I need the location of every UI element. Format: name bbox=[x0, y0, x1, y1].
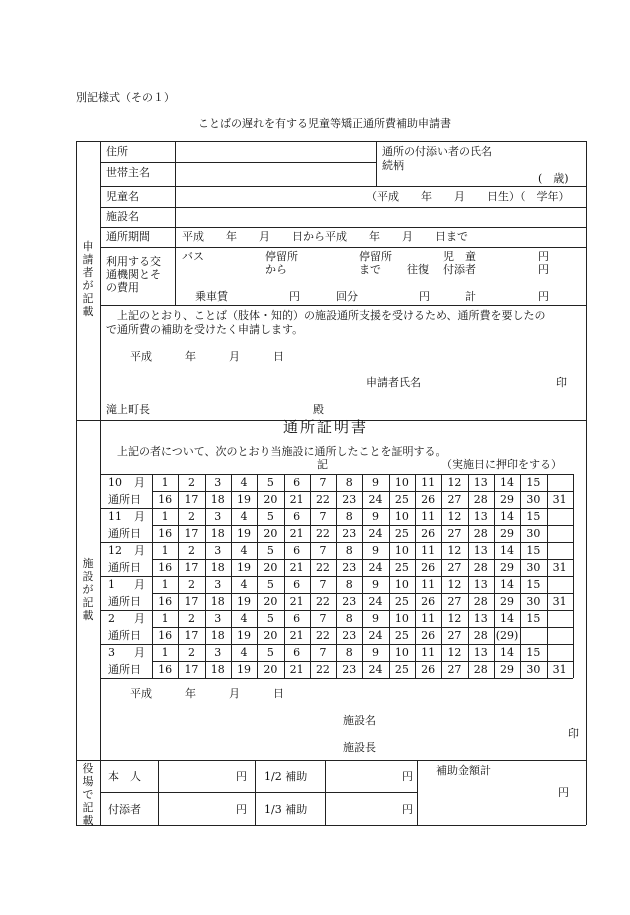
day-cell: 26 bbox=[421, 561, 436, 574]
day-cell: 24 bbox=[368, 561, 383, 574]
day-cell: 10 bbox=[394, 510, 409, 523]
day-cell: 10 bbox=[394, 646, 409, 659]
day-cell: 1 bbox=[161, 510, 169, 523]
day-cell: 28 bbox=[473, 561, 488, 574]
month-unit: 月 bbox=[134, 646, 145, 659]
day-cell: 5 bbox=[266, 646, 274, 659]
day-cell: 5 bbox=[266, 612, 274, 625]
day-cell: 18 bbox=[210, 561, 225, 574]
day-cell: 30 bbox=[526, 561, 541, 574]
day-cell: 29 bbox=[500, 663, 515, 676]
day-cell: 1 bbox=[161, 612, 169, 625]
applicant-seal: 印 bbox=[556, 376, 567, 389]
application-date: 平成 年 月 日 bbox=[130, 350, 284, 363]
day-cell: 26 bbox=[421, 493, 436, 506]
form-label: 別記様式（その１） bbox=[76, 91, 175, 104]
grid-line bbox=[468, 474, 469, 678]
period-label: 通所期間 bbox=[106, 230, 150, 243]
side-divider bbox=[100, 141, 101, 825]
day-cell: 7 bbox=[319, 510, 327, 523]
attendance-day-label: 通所日 bbox=[108, 527, 141, 540]
applicant-side-label: 申請者が記載 bbox=[82, 240, 94, 318]
day-cell: 21 bbox=[289, 527, 304, 540]
day-cell: 24 bbox=[368, 493, 383, 506]
day-cell: 16 bbox=[158, 595, 173, 608]
day-cell: 14 bbox=[500, 544, 515, 557]
day-cell: 28 bbox=[473, 629, 488, 642]
day-cell: 25 bbox=[394, 595, 409, 608]
day-cell: 22 bbox=[315, 629, 330, 642]
day-cell: 9 bbox=[372, 544, 380, 557]
day-cell: 27 bbox=[447, 663, 462, 676]
yen-unit: 円 bbox=[538, 250, 549, 263]
day-cell: 26 bbox=[421, 527, 436, 540]
fare-label: 乗車賃 bbox=[195, 290, 228, 303]
day-cell: 21 bbox=[289, 663, 304, 676]
certificate-text: 上記の者について、次のとおり当施設に通所したことを証明する。 bbox=[117, 445, 447, 458]
day-cell: 6 bbox=[293, 510, 301, 523]
grid-line bbox=[100, 678, 573, 679]
day-cell: 3 bbox=[214, 544, 222, 557]
month-unit: 月 bbox=[134, 476, 145, 489]
day-cell: 11 bbox=[421, 544, 436, 557]
day-cell: 8 bbox=[345, 612, 353, 625]
day-cell: 15 bbox=[526, 476, 541, 489]
day-cell: 19 bbox=[237, 595, 252, 608]
day-cell: 30 bbox=[526, 663, 541, 676]
month-unit: 月 bbox=[134, 510, 145, 523]
birth-date-label: （平成 年 月 日生）（ 学年） bbox=[366, 190, 570, 203]
ki-label: 記 bbox=[317, 458, 328, 471]
month-label: 2 bbox=[108, 612, 115, 625]
yen-unit: 円 bbox=[419, 290, 430, 303]
day-cell: 7 bbox=[319, 578, 327, 591]
yen-unit: 円 bbox=[236, 803, 247, 816]
grid-line bbox=[441, 474, 442, 678]
day-cell: 27 bbox=[447, 527, 462, 540]
child-fare-label: 児 童 bbox=[443, 250, 476, 263]
day-cell: 8 bbox=[345, 510, 353, 523]
day-cell: 26 bbox=[421, 629, 436, 642]
day-cell: 19 bbox=[237, 561, 252, 574]
day-cell: 11 bbox=[421, 510, 436, 523]
yen-unit: 円 bbox=[538, 290, 549, 303]
total-label: 計 bbox=[465, 290, 476, 303]
day-cell: 10 bbox=[394, 476, 409, 489]
grid-line bbox=[152, 474, 153, 678]
day-cell: 5 bbox=[266, 476, 274, 489]
period-text: 平成 年 月 日から平成 年 月 日まで bbox=[182, 230, 468, 243]
day-cell: 11 bbox=[421, 646, 436, 659]
attendance-day-label: 通所日 bbox=[108, 595, 141, 608]
month-label: 11 bbox=[108, 510, 122, 523]
day-cell: 12 bbox=[447, 544, 462, 557]
yen-unit: 円 bbox=[538, 263, 549, 276]
day-cell: 9 bbox=[372, 646, 380, 659]
grid-line bbox=[362, 474, 363, 678]
day-cell: 26 bbox=[421, 595, 436, 608]
grid-line bbox=[310, 474, 311, 678]
household-head-label: 世帯主名 bbox=[106, 166, 150, 179]
day-cell: 4 bbox=[240, 544, 248, 557]
transport-label-2: 通機関とそ bbox=[106, 268, 161, 281]
frame-bottom bbox=[76, 825, 586, 826]
transport-label-3: の費用 bbox=[106, 281, 139, 294]
day-cell: 28 bbox=[473, 595, 488, 608]
day-cell: 16 bbox=[158, 629, 173, 642]
day-cell: 31 bbox=[552, 561, 567, 574]
day-cell: 31 bbox=[552, 493, 567, 506]
relation-label: 続柄 bbox=[382, 159, 404, 172]
age-label: ( 歳) bbox=[538, 172, 569, 185]
day-cell: 16 bbox=[158, 493, 173, 506]
day-cell: 3 bbox=[214, 578, 222, 591]
day-cell: 24 bbox=[368, 663, 383, 676]
col-line bbox=[255, 760, 256, 825]
day-cell: 1 bbox=[161, 578, 169, 591]
day-cell: 17 bbox=[184, 663, 199, 676]
day-cell: 21 bbox=[289, 629, 304, 642]
day-cell: 15 bbox=[526, 646, 541, 659]
day-cell: 17 bbox=[184, 595, 199, 608]
day-cell: 27 bbox=[447, 561, 462, 574]
day-cell: 30 bbox=[526, 527, 541, 540]
month-unit: 月 bbox=[134, 612, 145, 625]
honorific: 殿 bbox=[313, 403, 324, 416]
day-cell: 7 bbox=[319, 476, 327, 489]
day-cell: 21 bbox=[289, 561, 304, 574]
day-cell: 3 bbox=[214, 510, 222, 523]
frame-top bbox=[76, 141, 586, 142]
day-cell: 19 bbox=[237, 663, 252, 676]
grid-line bbox=[178, 474, 179, 678]
day-cell: 8 bbox=[345, 544, 353, 557]
day-cell: 20 bbox=[263, 629, 278, 642]
day-cell: 29 bbox=[500, 527, 515, 540]
day-cell: 28 bbox=[473, 663, 488, 676]
day-cell: 30 bbox=[526, 493, 541, 506]
yen-unit: 円 bbox=[558, 786, 569, 799]
day-cell: 12 bbox=[447, 646, 462, 659]
grid-line bbox=[205, 474, 206, 678]
day-cell: 14 bbox=[500, 510, 515, 523]
month-label: 10 bbox=[108, 476, 122, 489]
day-cell: 18 bbox=[210, 629, 225, 642]
day-cell: 4 bbox=[240, 476, 248, 489]
round-trip-label: 往復 bbox=[407, 263, 429, 276]
day-cell: 27 bbox=[447, 493, 462, 506]
day-cell: 14 bbox=[500, 578, 515, 591]
stop-to-1: 停留所 bbox=[359, 250, 392, 263]
day-cell: 17 bbox=[184, 493, 199, 506]
day-cell: 28 bbox=[473, 527, 488, 540]
yen-unit: 円 bbox=[402, 803, 413, 816]
day-cell: 8 bbox=[345, 476, 353, 489]
addressee: 滝上町長 bbox=[106, 403, 150, 416]
day-cell: 15 bbox=[526, 510, 541, 523]
companion-col-divider bbox=[376, 141, 377, 186]
day-cell: 2 bbox=[187, 578, 195, 591]
day-cell: 19 bbox=[237, 629, 252, 642]
transport-label-1: 利用する交 bbox=[106, 255, 161, 268]
statement-line-1: 上記のとおり、ことば（肢体・知的）の施設通所支援を受けるため、通所費を要したの bbox=[117, 309, 546, 322]
row-line bbox=[100, 162, 376, 163]
day-cell: 21 bbox=[289, 595, 304, 608]
day-cell: 31 bbox=[552, 595, 567, 608]
day-cell: 20 bbox=[263, 527, 278, 540]
day-cell: 14 bbox=[500, 476, 515, 489]
day-cell: 11 bbox=[421, 476, 436, 489]
day-cell: (29) bbox=[495, 629, 519, 642]
day-cell: 23 bbox=[342, 561, 357, 574]
stop-to-2: まで bbox=[359, 263, 381, 276]
day-cell: 16 bbox=[158, 561, 173, 574]
day-cell: 20 bbox=[263, 493, 278, 506]
day-cell: 3 bbox=[214, 646, 222, 659]
day-cell: 10 bbox=[394, 612, 409, 625]
count-label: 回分 bbox=[336, 290, 358, 303]
day-cell: 4 bbox=[240, 510, 248, 523]
yen-unit: 円 bbox=[289, 290, 300, 303]
month-label: 1 bbox=[108, 578, 115, 591]
day-cell: 12 bbox=[447, 510, 462, 523]
day-cell: 6 bbox=[293, 612, 301, 625]
row-line bbox=[100, 792, 417, 793]
frame-right bbox=[586, 141, 587, 825]
day-cell: 23 bbox=[342, 493, 357, 506]
grid-line bbox=[336, 474, 337, 678]
row-line bbox=[100, 305, 586, 306]
day-cell: 29 bbox=[500, 595, 515, 608]
third-subsidy-label: 1/3 補助 bbox=[264, 803, 308, 816]
day-cell: 8 bbox=[345, 646, 353, 659]
child-name-label: 児童名 bbox=[106, 190, 139, 203]
stamp-note: （実施日に押印をする） bbox=[441, 458, 562, 471]
day-cell: 22 bbox=[315, 595, 330, 608]
day-cell: 10 bbox=[394, 544, 409, 557]
row-line bbox=[100, 207, 586, 208]
day-cell: 11 bbox=[421, 578, 436, 591]
frame-left bbox=[76, 141, 77, 825]
day-cell: 23 bbox=[342, 527, 357, 540]
day-cell: 13 bbox=[473, 612, 488, 625]
day-cell: 7 bbox=[319, 612, 327, 625]
day-cell: 19 bbox=[237, 493, 252, 506]
day-cell: 26 bbox=[421, 663, 436, 676]
day-cell: 21 bbox=[289, 493, 304, 506]
stop-from-1: 停留所 bbox=[265, 250, 298, 263]
row-line bbox=[100, 186, 586, 187]
day-cell: 30 bbox=[526, 595, 541, 608]
day-cell: 17 bbox=[184, 527, 199, 540]
attendant-fare-label: 付添者 bbox=[443, 263, 476, 276]
day-cell: 1 bbox=[161, 544, 169, 557]
day-cell: 10 bbox=[394, 578, 409, 591]
grid-line bbox=[231, 474, 232, 678]
yen-unit: 円 bbox=[402, 770, 413, 783]
day-cell: 18 bbox=[210, 527, 225, 540]
day-cell: 13 bbox=[473, 510, 488, 523]
certificate-facility-name: 施設名 bbox=[343, 714, 376, 727]
page-title: ことばの遅れを有する児童等矯正通所費補助申請書 bbox=[198, 117, 451, 130]
day-cell: 7 bbox=[319, 646, 327, 659]
day-cell: 22 bbox=[315, 493, 330, 506]
day-cell: 11 bbox=[421, 612, 436, 625]
day-cell: 19 bbox=[237, 527, 252, 540]
month-label: 3 bbox=[108, 646, 115, 659]
day-cell: 24 bbox=[368, 595, 383, 608]
day-cell: 8 bbox=[345, 578, 353, 591]
day-cell: 13 bbox=[473, 646, 488, 659]
month-unit: 月 bbox=[134, 544, 145, 557]
companion-name-label: 通所の付添い者の氏名 bbox=[382, 145, 492, 158]
day-cell: 14 bbox=[500, 612, 515, 625]
certificate-title: 通所証明書 bbox=[283, 418, 369, 436]
day-cell: 25 bbox=[394, 561, 409, 574]
day-cell: 2 bbox=[187, 476, 195, 489]
day-cell: 6 bbox=[293, 646, 301, 659]
day-cell: 12 bbox=[447, 476, 462, 489]
day-cell: 23 bbox=[342, 595, 357, 608]
day-cell: 5 bbox=[266, 578, 274, 591]
day-cell: 7 bbox=[319, 544, 327, 557]
day-cell: 1 bbox=[161, 476, 169, 489]
facility-name-label: 施設名 bbox=[106, 210, 139, 223]
day-cell: 2 bbox=[187, 510, 195, 523]
day-cell: 9 bbox=[372, 578, 380, 591]
day-cell: 29 bbox=[500, 493, 515, 506]
day-cell: 9 bbox=[372, 476, 380, 489]
month-unit: 月 bbox=[134, 578, 145, 591]
day-cell: 3 bbox=[214, 476, 222, 489]
day-cell: 4 bbox=[240, 612, 248, 625]
day-cell: 15 bbox=[526, 578, 541, 591]
col-line bbox=[417, 760, 418, 825]
bus-label: バス bbox=[182, 250, 204, 263]
row-line bbox=[100, 227, 586, 228]
day-cell: 20 bbox=[263, 663, 278, 676]
day-cell: 14 bbox=[500, 646, 515, 659]
certificate-seal: 印 bbox=[568, 727, 579, 740]
grid-line bbox=[415, 474, 416, 678]
day-cell: 22 bbox=[315, 527, 330, 540]
day-cell: 23 bbox=[342, 663, 357, 676]
day-cell: 13 bbox=[473, 476, 488, 489]
attendance-day-label: 通所日 bbox=[108, 493, 141, 506]
day-cell: 28 bbox=[473, 493, 488, 506]
month-label: 12 bbox=[108, 544, 122, 557]
grid-line bbox=[389, 474, 390, 678]
day-cell: 29 bbox=[500, 561, 515, 574]
day-cell: 1 bbox=[161, 646, 169, 659]
day-cell: 24 bbox=[368, 629, 383, 642]
day-cell: 15 bbox=[526, 612, 541, 625]
day-cell: 13 bbox=[473, 578, 488, 591]
section-divider-office bbox=[76, 760, 586, 761]
label-col-divider bbox=[175, 141, 176, 305]
day-cell: 22 bbox=[315, 663, 330, 676]
day-cell: 6 bbox=[293, 544, 301, 557]
grid-line bbox=[547, 474, 548, 678]
certificate-date: 平成 年 月 日 bbox=[130, 687, 284, 700]
subsidy-total-label: 補助金額計 bbox=[436, 764, 491, 777]
attendant-label: 付添者 bbox=[108, 803, 141, 816]
self-label: 本 人 bbox=[108, 770, 141, 783]
day-cell: 2 bbox=[187, 612, 195, 625]
grid-line bbox=[520, 474, 521, 678]
attendance-day-label: 通所日 bbox=[108, 663, 141, 676]
grid-line bbox=[257, 474, 258, 678]
day-cell: 2 bbox=[187, 646, 195, 659]
day-cell: 15 bbox=[526, 544, 541, 557]
day-cell: 25 bbox=[394, 629, 409, 642]
office-side-label: 役場で記載 bbox=[82, 762, 94, 827]
day-cell: 24 bbox=[368, 527, 383, 540]
day-cell: 27 bbox=[447, 595, 462, 608]
row-line bbox=[100, 247, 586, 248]
day-cell: 5 bbox=[266, 510, 274, 523]
col-line bbox=[158, 760, 159, 825]
day-cell: 9 bbox=[372, 612, 380, 625]
attendance-day-label: 通所日 bbox=[108, 629, 141, 642]
day-cell: 6 bbox=[293, 476, 301, 489]
day-cell: 18 bbox=[210, 595, 225, 608]
day-cell: 6 bbox=[293, 578, 301, 591]
day-cell: 4 bbox=[240, 646, 248, 659]
day-cell: 12 bbox=[447, 578, 462, 591]
day-cell: 16 bbox=[158, 663, 173, 676]
day-cell: 17 bbox=[184, 561, 199, 574]
address-label: 住所 bbox=[106, 145, 128, 158]
day-cell: 17 bbox=[184, 629, 199, 642]
day-cell: 25 bbox=[394, 663, 409, 676]
day-cell: 2 bbox=[187, 544, 195, 557]
statement-line-2: で通所費の補助を受けたく申請します。 bbox=[106, 323, 304, 336]
day-cell: 31 bbox=[552, 663, 567, 676]
day-cell: 13 bbox=[473, 544, 488, 557]
day-cell: 9 bbox=[372, 510, 380, 523]
day-cell: 27 bbox=[447, 629, 462, 642]
day-cell: 3 bbox=[214, 612, 222, 625]
col-line bbox=[325, 760, 326, 825]
day-cell: 22 bbox=[315, 561, 330, 574]
day-cell: 16 bbox=[158, 527, 173, 540]
facility-head-label: 施設長 bbox=[343, 741, 376, 754]
day-cell: 20 bbox=[263, 595, 278, 608]
day-cell: 20 bbox=[263, 561, 278, 574]
attendance-day-label: 通所日 bbox=[108, 561, 141, 574]
yen-unit: 円 bbox=[236, 770, 247, 783]
day-cell: 12 bbox=[447, 612, 462, 625]
applicant-name-label: 申請者氏名 bbox=[366, 376, 421, 389]
day-cell: 18 bbox=[210, 493, 225, 506]
half-subsidy-label: 1/2 補助 bbox=[264, 770, 308, 783]
stop-from-2: から bbox=[265, 263, 287, 276]
day-cell: 23 bbox=[342, 629, 357, 642]
day-cell: 25 bbox=[394, 527, 409, 540]
day-cell: 5 bbox=[266, 544, 274, 557]
day-cell: 18 bbox=[210, 663, 225, 676]
grid-line bbox=[494, 474, 495, 678]
grid-line bbox=[284, 474, 285, 678]
day-cell: 4 bbox=[240, 578, 248, 591]
day-cell: 25 bbox=[394, 493, 409, 506]
grid-line bbox=[573, 474, 574, 678]
facility-side-label: 施設が記載 bbox=[82, 557, 94, 622]
